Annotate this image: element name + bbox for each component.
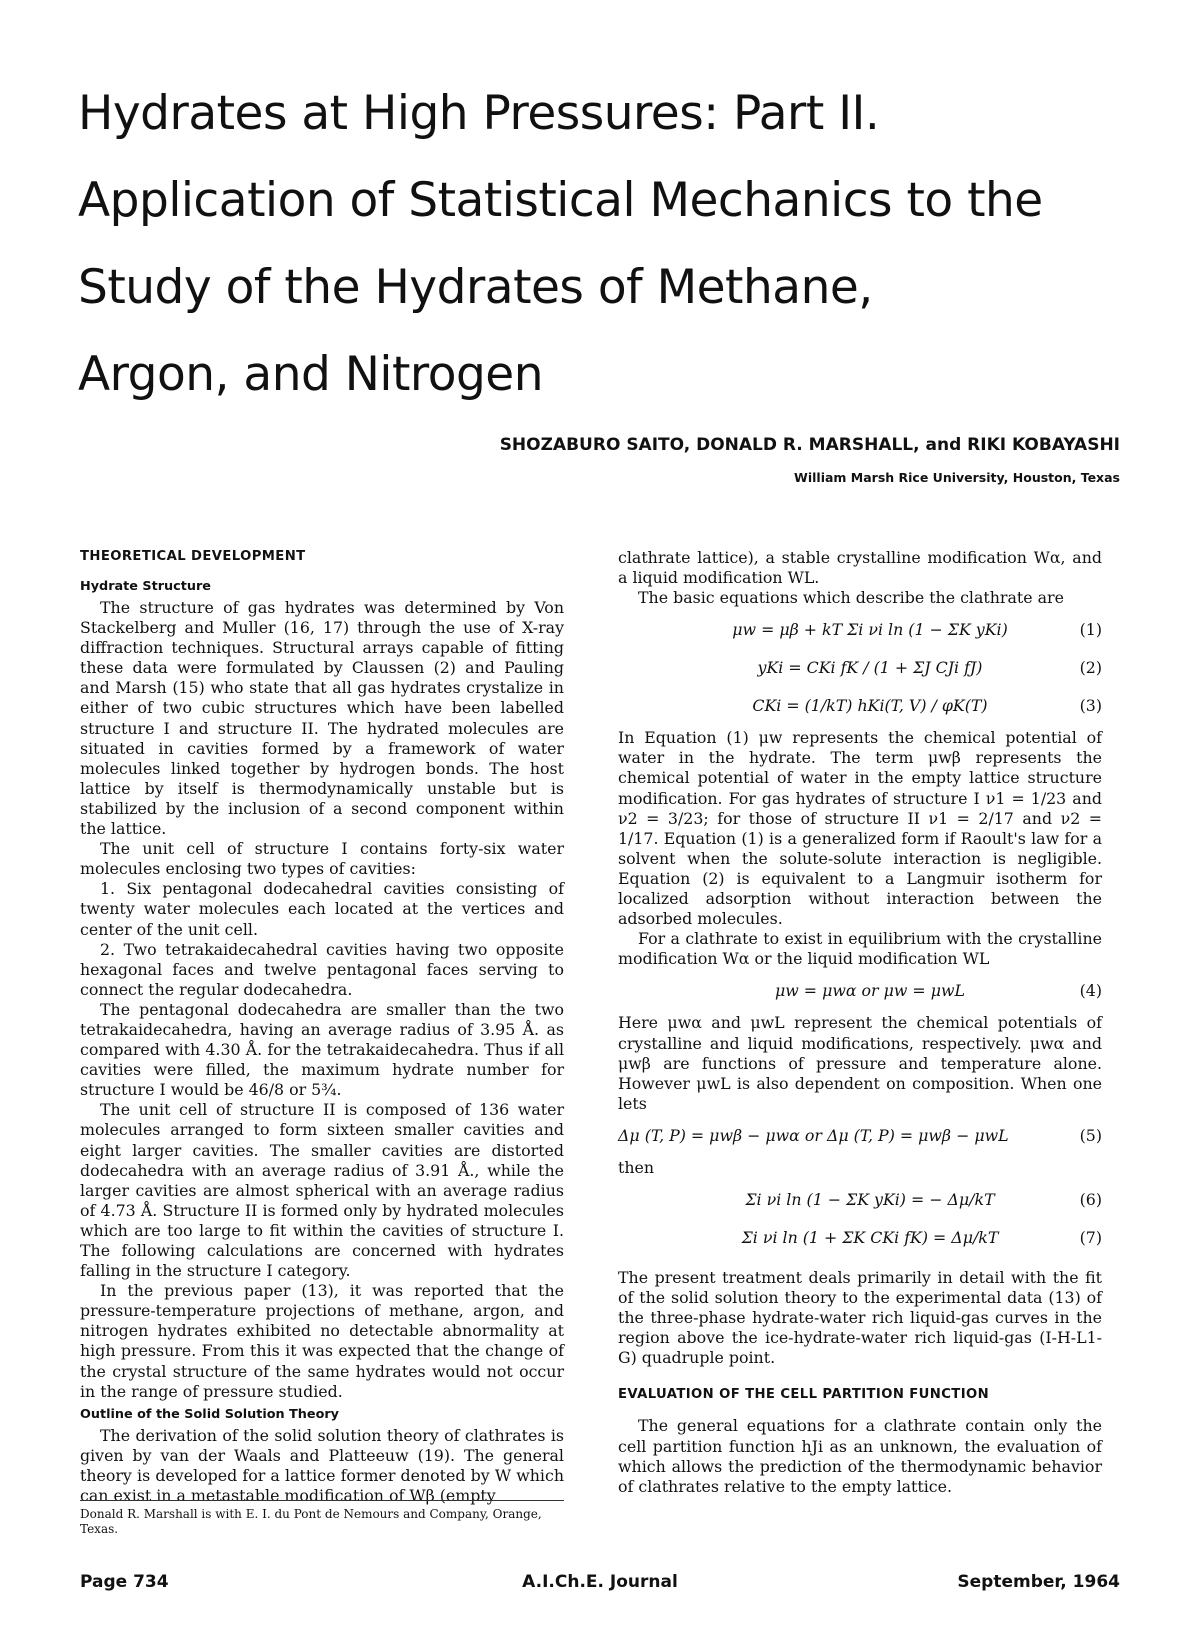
equation-3: [618, 690, 1102, 722]
title-line: Argon, and Nitrogen: [78, 347, 543, 402]
equation-number: (6): [1079, 1189, 1102, 1209]
equation-number: (2): [1079, 658, 1102, 678]
equation-body: μw = μwα or μw = μwL: [775, 981, 965, 1001]
equation-6: [618, 1184, 1102, 1216]
equation-body: Σi νi ln (1 + ΣK CKi fK) = Δμ/kT: [741, 1227, 999, 1247]
equation-2: [618, 652, 1102, 684]
paragraph: clathrate lattice), a stable crystalline modification Wα, and a liquid modification WL.: [618, 548, 1102, 588]
section-heading-evaluation: EVALUATION OF THE CELL PARTITION FUNCTION: [618, 1387, 990, 1403]
title-line: Study of the Hydrates of Methane,: [78, 260, 873, 315]
equation-body: Σi νi ln (1 − ΣK yKi) = − Δμ/kT: [745, 1189, 995, 1209]
paragraph: For a clathrate to exist in equilibrium with the crystalline modification Wα or the liquid modification WL: [618, 929, 1102, 969]
paragraph: The structure of gas hydrates was determined by Von Stackelberg and Muller (16, 17) through the use of X-ray diffraction techniques. Structural arrays capable of fitting these data were formulated by Claussen (2) and Pauling and Marsh (15) who state that all gas hydrates crystalize in either of two cubic structures which have been labelled structure I and structure II. The hydrated molecules are situated in cavities formed by a framework of water molecules linked together by hydrogen bonds. The host lattice by itself is thermodynamically unstable but is stabilized by the inclusion of a second component within the lattice.: [80, 598, 564, 839]
footnote: Donald R. Marshall is with E. I. du Pont de Nemours and Company, Orange, Texas.: [80, 1500, 564, 1537]
equation-number: (3): [1079, 696, 1102, 716]
equation-number: (4): [1079, 981, 1102, 1001]
equation-5: [618, 1120, 1102, 1152]
equation-body: Δμ (T, P) = μwβ − μwα or Δμ (T, P) = μwβ − μwL: [618, 1125, 1009, 1145]
equation-body: yKi = CKi fK / (1 + ΣJ CJi fJ): [757, 658, 983, 678]
equation-1: [618, 614, 1102, 646]
paragraph: 2. Two tetrakaidecahedral cavities having two opposite hexagonal faces and twelve pentagonal faces serving to connect the regular dodecahedra.: [80, 939, 564, 999]
paragraph: The present treatment deals primarily in detail with the fit of the solid solution theory to the experimental data (13) of the three-phase hydrate-water rich liquid-gas curves in the region above the ice-hydrate-water rich liquid-gas (I-H-L1-G) quadruple point.: [618, 1267, 1102, 1368]
paragraph: 1. Six pentagonal dodecahedral cavities consisting of twenty water molecules each located at the vertices and center of the unit cell.: [80, 879, 564, 939]
paragraph: then: [618, 1157, 655, 1177]
left-column: [80, 548, 564, 1506]
paragraph: In Equation (1) μw represents the chemical potential of water in the hydrate. The term μwβ represents the chemical potential of water in the empty lattice structure modification. For gas hydrates of structure I ν1 = 1/23 and ν2 = 3/23; for those of structure II ν1 = 2/17 and ν2 = 1/17. Equation (1) is a generalized form if Raoult's law for a solvent when the solute-solute interaction is negligible. Equation (2) is equivalent to a Langmuir isotherm for localized adsorption without interaction between the adsorbed molecules.: [618, 728, 1102, 929]
subheading-hydrate-structure: Hydrate Structure: [80, 579, 211, 594]
equation-4: [618, 975, 1102, 1007]
paragraph: Here μwα and μwL represent the chemical potentials of crystalline and liquid modifications, respectively. μwα and μwβ are functions of pressure and temperature alone. However μwL is also dependent on composition. When one lets: [618, 1013, 1102, 1113]
right-column: [618, 548, 1102, 1497]
paragraph: The pentagonal dodecahedra are smaller than the two tetrakaidecahedra, having an average radius of 3.95 Å. as compared with 4.30 Å. for the tetrakaidecahedra. Thus if all cavities were filled, the maximum hydrate number for structure I would be 46/8 or 5¾.: [80, 999, 564, 1100]
equation-body: CKi = (1/kT) hKi(T, V) / φK(T): [752, 696, 988, 716]
equation-7: [618, 1222, 1102, 1254]
article-title: [78, 70, 1138, 418]
journal-name: A.I.Ch.E. Journal: [522, 1572, 678, 1592]
paragraph: The unit cell of structure II is composed of 136 water molecules arranged to form sixteen smaller cavities and eight larger cavities. The smaller cavities are distorted dodecahedra with an average radius of 3.91 Å., while the larger cavities are almost spherical with an average radius of 4.73 Å. Structure II is formed only by hydrated molecules which are too large to fit within the cavities of structure I. The following calculations are concerned with hydrates falling in the structure I category.: [80, 1100, 564, 1281]
title-line: Hydrates at High Pressures: Part II.: [78, 86, 880, 141]
equation-body: μw = μβ + kT Σi νi ln (1 − ΣK yKi): [732, 620, 1008, 640]
equation-number: (5): [1079, 1125, 1102, 1145]
paragraph: The general equations for a clathrate contain only the cell partition function hJi as an unknown, the evaluation of which allows the prediction of the thermodynamic behavior of clathrates relative to the empty lattice.: [618, 1416, 1102, 1496]
title-line: Application of Statistical Mechanics to the: [78, 173, 1043, 228]
paragraph: The derivation of the solid solution theory of clathrates is given by van der Waals and Platteeuw (19). The general theory is developed for a lattice former denoted by W which can exist in a metastable modification of Wβ (empty: [80, 1425, 564, 1506]
subheading-solid-solution: Outline of the Solid Solution Theory: [80, 1406, 340, 1422]
equation-number: (7): [1079, 1227, 1102, 1247]
page-number: Page 734: [80, 1572, 169, 1592]
equation-number: (1): [1079, 620, 1102, 640]
issue-date: September, 1964: [957, 1572, 1120, 1592]
affiliation: William Marsh Rice University, Houston, Texas: [794, 470, 1120, 485]
author-list: SHOZABURO SAITO, DONALD R. MARSHALL, and RIKI KOBAYASHI: [499, 435, 1120, 455]
paragraph: The basic equations which describe the clathrate are: [638, 588, 1064, 608]
paragraph: In the previous paper (13), it was reported that the pressure-temperature projections of methane, argon, and nitrogen hydrates exhibited no detectable abnormality at high pressure. From this it was expected that the change of the crystal structure of the same hydrates would not occur in the range of pressure studied.: [80, 1281, 564, 1401]
section-heading-theoretical: THEORETICAL DEVELOPMENT: [80, 549, 306, 564]
paragraph: The unit cell of structure I contains forty-six water molecules enclosing two types of cavities:: [80, 839, 564, 879]
